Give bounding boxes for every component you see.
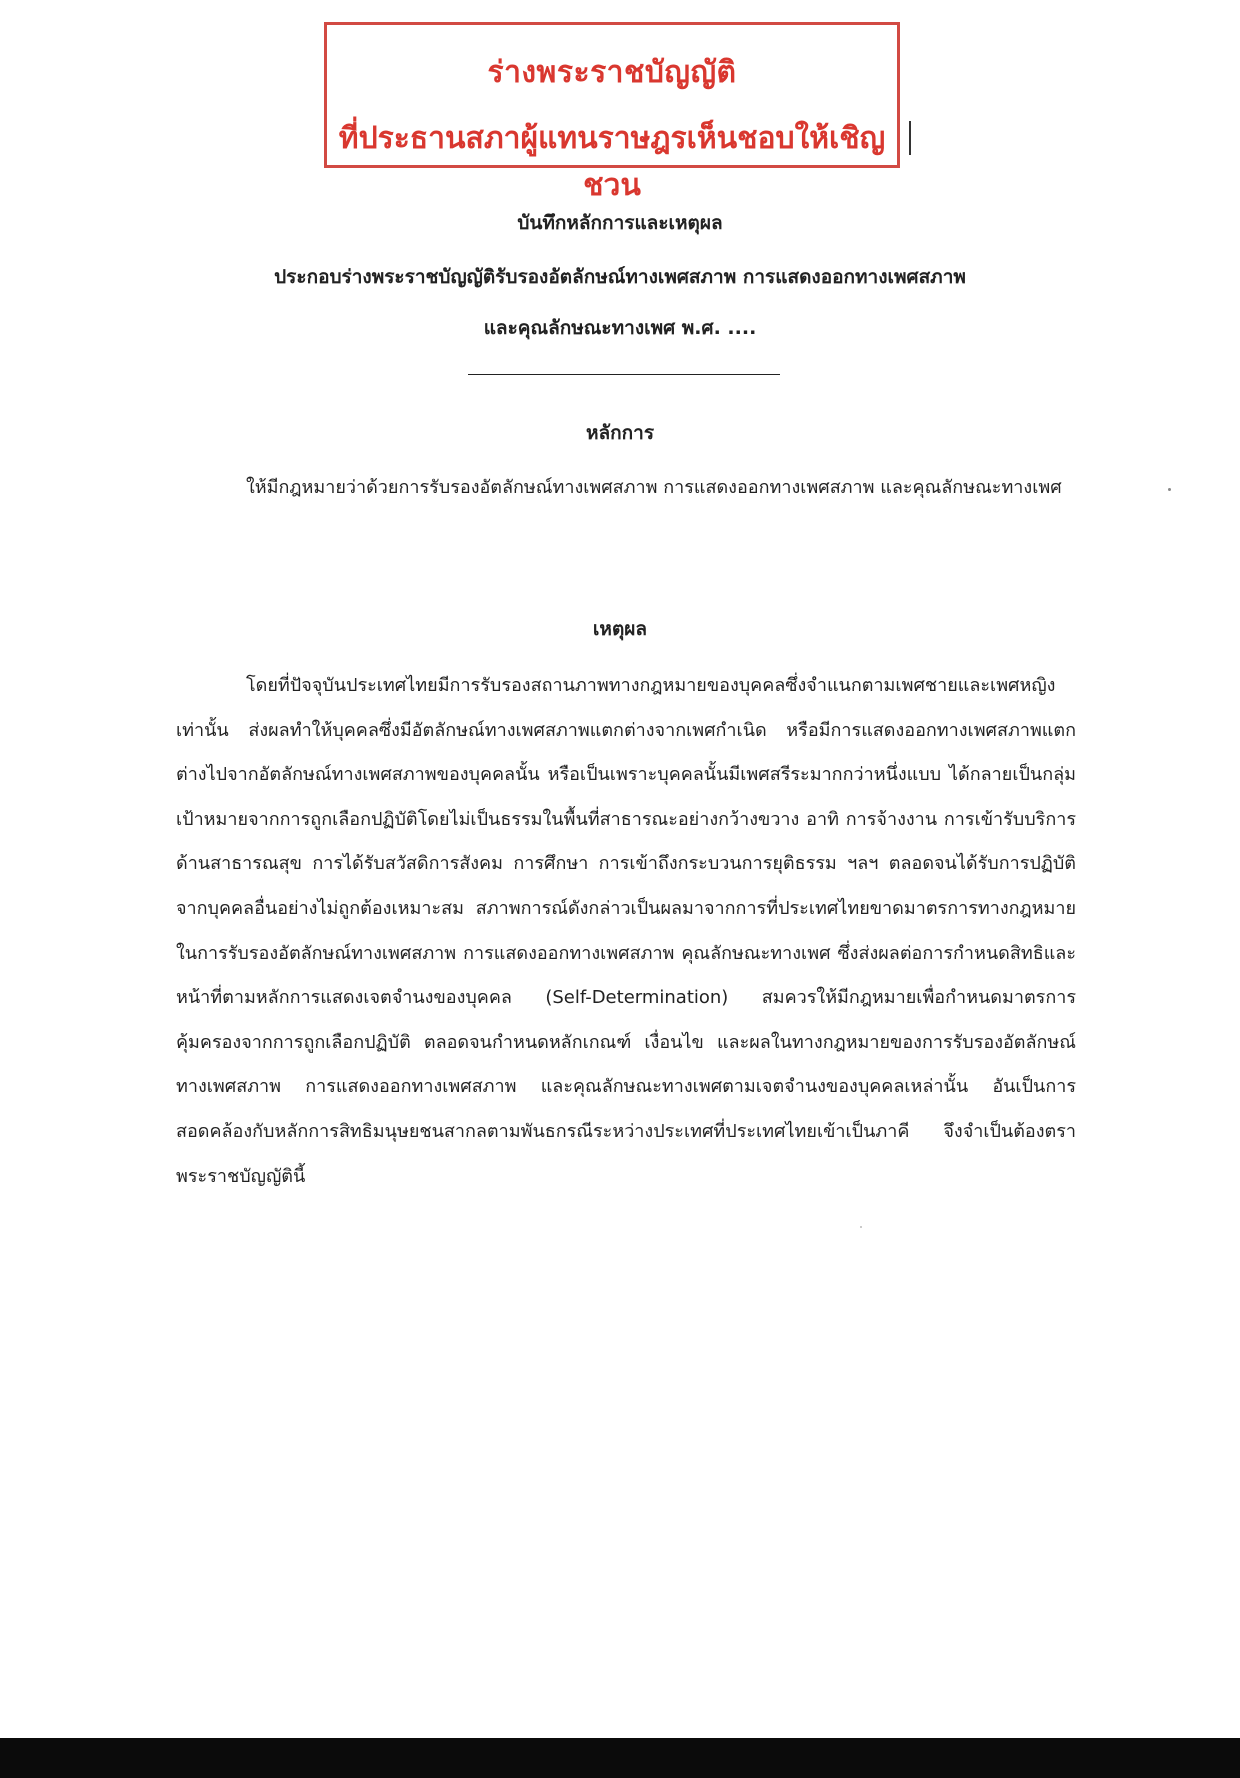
reason-heading: เหตุผล [592, 618, 648, 640]
memo-title: บันทึกหลักการและเหตุผล [517, 212, 723, 234]
title-divider [468, 374, 780, 375]
memo-subtitle-line1: ประกอบร่างพระราชบัญญัติรับรองอัตลักษณ์ทางเพศสภาพ การแสดงออกทางเพศสภาพ [274, 266, 966, 288]
stamp-title: ร่างพระราชบัญญัติ [487, 55, 737, 90]
scan-speck [1168, 488, 1171, 491]
stamp-subtitle: ที่ประธานสภาผู้แทนราษฎรเห็นชอบให้เชิญชวน [338, 121, 886, 203]
stamp-mark [909, 121, 911, 155]
scan-edge-bar [0, 1738, 1240, 1778]
memo-subtitle-line2: และคุณลักษณะทางเพศ พ.ศ. .... [483, 317, 757, 339]
scan-speck [860, 1226, 862, 1228]
principle-paragraph: ให้มีกฎหมายว่าด้วยการรับรองอัตลักษณ์ทางเพศสภาพ การแสดงออกทางเพศสภาพ และคุณลักษณะทางเพศ [246, 477, 1062, 498]
draft-bill-stamp [324, 22, 900, 203]
principle-heading: หลักการ [585, 422, 655, 444]
reason-paragraph: โดยที่ปัจจุบันประเทศไทยมีการรับรองสถานภาพทางกฎหมายของบุคคลซึ่งจำแนกตามเพศชายและเพศหญิงเท่านั้น ส่งผลทำให้บุคคลซึ่งมีอัตลักษณ์ทางเพศสภาพแตกต่างจากเพศกำเนิด หรือมีการแสดงออกทางเพศสภาพแตกต่างไปจากอัตลักษณ์ทางเพศสภาพของบุคคลนั้น หรือเป็นเพราะบุคคลนั้นมีเพศสรีระมากกว่าหนึ่งแบบ ได้กลายเป็นกลุ่มเป้าหมายจากการถูกเลือกปฏิบัติโดยไม่เป็นธรรมในพื้นที่สาธารณะอย่างกว้างขวาง อาทิ การจ้างงาน การเข้ารับบริการด้านสาธารณสุข การได้รับสวัสดิการสังคม การศึกษา การเข้าถึงกระบวนการยุติธรรม ฯลฯ ตลอดจนได้รับการปฏิบัติจากบุคคลอื่นอย่างไม่ถูกต้องเหมาะสม สภาพการณ์ดังกล่าวเป็นผลมาจากการที่ประเทศไทยขาดมาตรการทางกฎหมายในการรับรองอัตลักษณ์ทางเพศสภาพ การแสดงออกทางเพศสภาพ คุณลักษณะทางเพศ ซึ่งส่งผลต่อการกำหนดสิทธิและหน้าที่ตามหลักการแสดงเจตจำนงของบุคคล (Self-Determination) สมควรให้มีกฎหมายเพื่อกำหนดมาตรการคุ้มครองจากการถูกเลือกปฏิบัติ ตลอดจนกำหนดหลักเกณฑ์ เงื่อนไข และผลในทางกฎหมายของการรับรองอัตลักษณ์ทางเพศสภาพ การแสดงออกทางเพศสภาพ และคุณลักษณะทางเพศตามเจตจำนงของบุคคลเหล่านั้น อันเป็นการสอดคล้องกับหลักการสิทธิมนุษยชนสากลตามพันธกรณีระหว่างประเทศที่ประเทศไทยเข้าเป็นภาคี จึงจำเป็นต้องตราพระราชบัญญัตินี้ [176, 675, 1076, 1187]
